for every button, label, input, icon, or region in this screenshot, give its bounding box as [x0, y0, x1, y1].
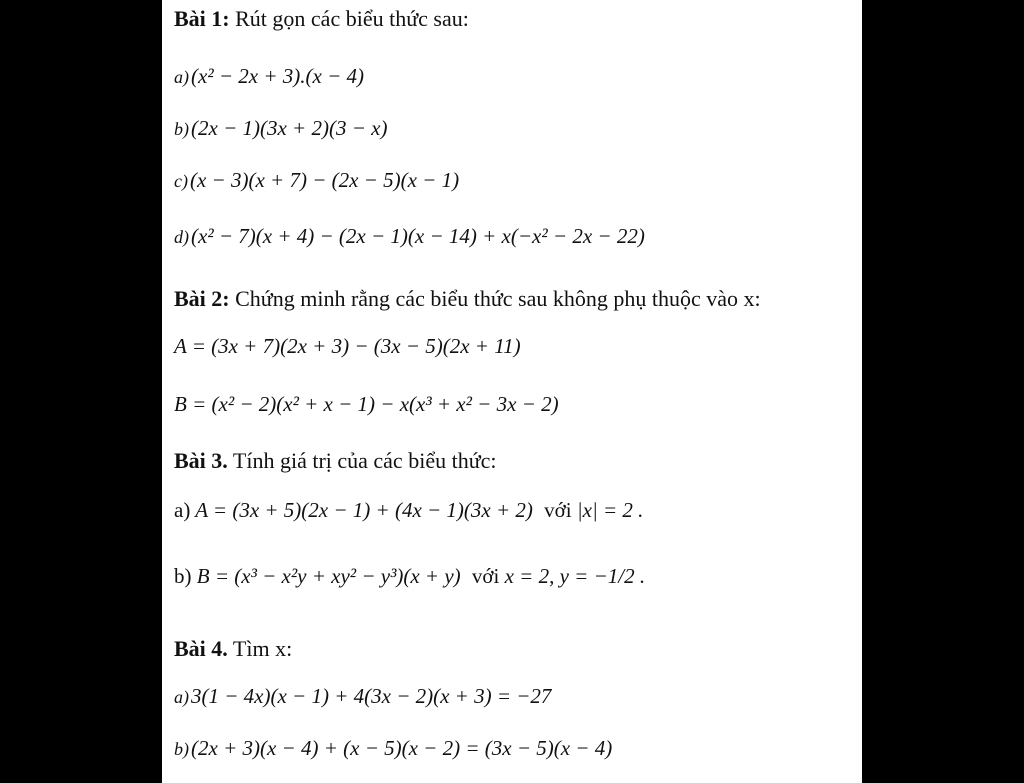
bai4-heading [174, 636, 292, 662]
bai2-instruction: Chứng minh rằng các biểu thức sau không phụ thuộc vào x: [229, 286, 761, 311]
condition-word: với [544, 498, 572, 522]
bai2-title: Bài 2: [174, 286, 230, 311]
bai3-item-b [174, 564, 645, 589]
worksheet-page [162, 0, 862, 783]
bai4-title: Bài 4. [174, 636, 228, 661]
expression: (2x − 1)(3x + 2)(3 − x) [191, 116, 388, 140]
item-label: a) [174, 687, 189, 707]
bai3-item-a [174, 498, 643, 523]
expression: (x − 3)(x + 7) − (2x − 5)(x − 1) [189, 168, 460, 192]
expression: B = (x² − 2)(x² + x − 1) − x(x³ + x² − 3x − 2) [174, 392, 559, 416]
bai1-item-a [174, 64, 364, 89]
bai4-item-b [174, 736, 612, 761]
bai4-instruction: Tìm x: [227, 636, 293, 661]
item-label: c) [174, 171, 188, 191]
bai2-expr-a [174, 334, 521, 359]
bai4-item-a [174, 684, 551, 709]
item-label: d) [174, 227, 189, 247]
condition: x = 2, y = −1/2 . [504, 564, 646, 588]
item-label: b) [174, 119, 189, 139]
expression: 3(1 − 4x)(x − 1) + 4(3x − 2)(x + 3) = −27 [191, 684, 552, 708]
expression: (2x + 3)(x − 4) + (x − 5)(x − 2) = (3x − 5)(x − 4) [191, 736, 613, 760]
item-label: a) [174, 67, 189, 87]
bai3-title: Bài 3. [174, 448, 228, 473]
expression: B = (x³ − x²y + xy² − y³)(x + y) [196, 564, 461, 588]
expression: A = (3x + 7)(2x + 3) − (3x − 5)(2x + 11) [174, 334, 521, 358]
bai2-expr-b [174, 392, 559, 417]
item-label: a) [174, 498, 191, 522]
item-label: b) [174, 739, 189, 759]
bai1-heading [174, 6, 469, 32]
bai1-item-d [174, 224, 645, 249]
bai1-item-b [174, 116, 387, 141]
bai1-title: Bài 1: [174, 6, 230, 31]
bai3-heading [174, 448, 497, 474]
bai2-heading [174, 286, 761, 312]
item-label: b) [174, 564, 192, 588]
condition-word: với [471, 564, 500, 588]
condition: |x| = 2 . [576, 498, 644, 522]
expression: A = (3x + 5)(2x − 1) + (4x − 1)(3x + 2) [195, 498, 533, 522]
expression: (x² − 2x + 3).(x − 4) [191, 64, 364, 88]
bai1-item-c [174, 168, 459, 193]
bai1-instruction: Rút gọn các biểu thức sau: [229, 6, 469, 31]
bai3-instruction: Tính giá trị của các biểu thức: [227, 448, 497, 473]
expression: (x² − 7)(x + 4) − (2x − 1)(x − 14) + x(−x² − 2x − 22) [191, 224, 645, 248]
